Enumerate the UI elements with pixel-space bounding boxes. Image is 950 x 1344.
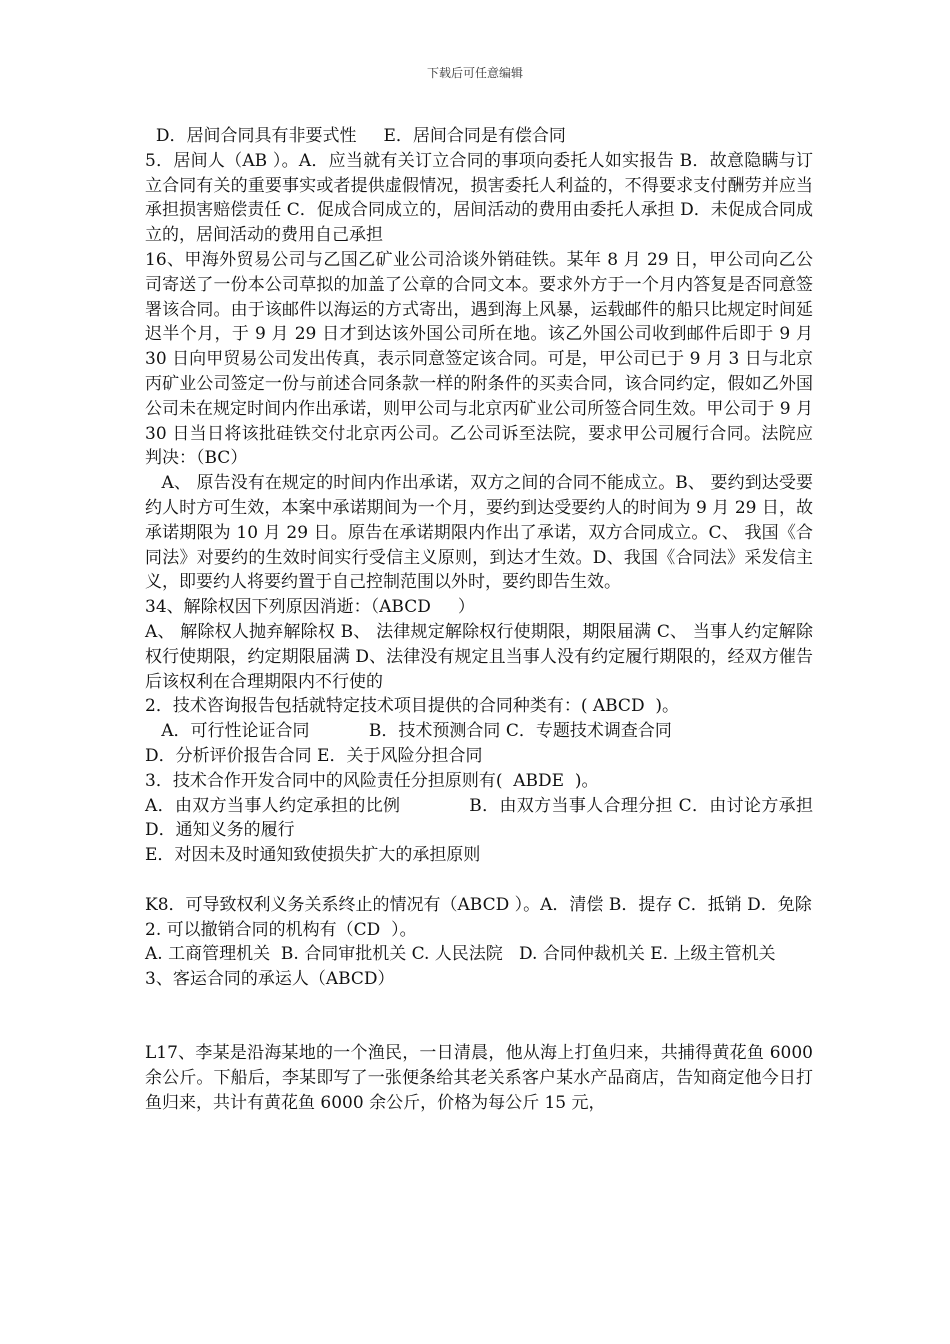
question-16-case: 16、甲海外贸易公司与乙国乙矿业公司洽谈外销硅铁。某年 8 月 29 日，甲公司向乙公司寄送了一份本公司草拟的加盖了公章的合同文本。要求外方于一个月内答复是否同意签署该合同。由于该邮件以海运的方式寄出，遇到海上风暴，运载邮件的船只比规定时间延迟半个月，于 9 月 29 日才到达该外国公司所在地。该乙外国公司收到邮件后即于 9 月 30 日向甲贸易公司发出传真，表示同意签定该合同。可是，甲公司已于 9 月 3 日与北京丙矿业公司签定一份与前述合同条款一样的附条件的买卖合同，该合同约定，假如乙外国公司未在规定时间内作出承诺，则甲公司与北京丙矿业公司所签合同生效。甲公司于 9 月 30 日当日将该批硅铁交付北京丙公司。乙公司诉至法院，要求甲公司履行合同。法院应判决：（BC） (145, 249, 813, 469)
question-2-tech-consulting: 2．技术咨询报告包括就特定技术项目提供的合同种类有：( ABCD )。 (145, 696, 680, 717)
document-body (145, 124, 878, 1116)
question-2-options-a-c: A．可行性论证合同 B．技术预测合同 C．专题技术调查合同 (145, 721, 672, 742)
question-k8: K8．可导致权利义务关系终止的情况有（ABCD ）。A．清偿 B．提存 C．抵销 D．免除 (145, 894, 812, 915)
question-16-options: A、 原告没有在规定的时间内作出承诺，双方之间的合同不能成立。B、 要约到达受要约人时方可生效，本案中承诺期间为一个月，要约到达受要约人的时间为 9 月 29 日，故承诺期限为 10 月 29 日。原告在承诺期限内作出了承诺，双方合同成立。C、 我国《合同法》对要约的生效时间实行受信主义原则，到达才生效。D、我国《合同法》采发信主义，即要约人将要约置于自己控制范围以外时，要约即告生效。 (145, 473, 813, 593)
question-5-broker: 5．居间人（AB ）。A．应当就有关订立合同的事项向委托人如实报告 B．故意隐瞒与订立合同有关的重要事实或者提供虚假情况，损害委托人利益的，不得要求支付酬劳并应当承担损害赔偿责任 C．促成合同成立的，居间活动的费用由委托人承担 D．未促成合同成立的，居间活动的费用自己承担 (145, 150, 813, 246)
question-3-carrier: 3、客运合同的承运人（ABCD） (145, 969, 395, 990)
question-l17-case: L17、李某是沿海某地的一个渔民，一日清晨，他从海上打鱼归来，共捕得黄花鱼 6000 余公斤。下船后，李某即写了一张便条给其老关系客户某水产品商店，告知商定他今日打鱼归来，共计有黄花鱼 6000 余公斤，价格为每公斤 15 元， (145, 1043, 813, 1114)
spacer (145, 992, 813, 1042)
question-34-options: A、 解除权人抛弃解除权 B、 法律规定解除权行使期限，期限届满 C、 当事人约定解除权行使期限，约定期限届满 D、法律没有规定且当事人没有约定履行期限的，经双方催告后该权利在合理期限内不行使的 (145, 621, 813, 692)
page-header: 下载后可任意编辑 (426, 66, 523, 80)
spacer (145, 868, 813, 893)
question-2-options-d-e: D．分析评价报告合同 E．关于风险分担合同 (145, 745, 483, 766)
question-2-revoke: 2. 可以撤销合同的机构有（CD ）。 (145, 919, 417, 940)
question-2-revoke-options: A. 工商管理机关 B. 合同审批机关 C. 人民法院 D. 合同仲裁机关 E. 上级主管机关 (145, 944, 776, 965)
question-3-risk-sharing: 3．技术合作开发合同中的风险责任分担原则有( ABDE )。 (145, 770, 599, 791)
option-line-d-e: D．居间合同具有非要式性 E．居间合同是有偿合同 (145, 126, 566, 146)
question-3-options-a-d: A．由双方当事人约定承担的比例 B．由双方当事人合理分担 C．由讨论方承担 D．通知义务的履行 (145, 795, 878, 841)
question-3-option-e: E．对因未及时通知致使损失扩大的承担原则 (145, 845, 481, 866)
question-34-title: 34、解除权因下列原因消逝：（ABCD ） (145, 597, 475, 618)
